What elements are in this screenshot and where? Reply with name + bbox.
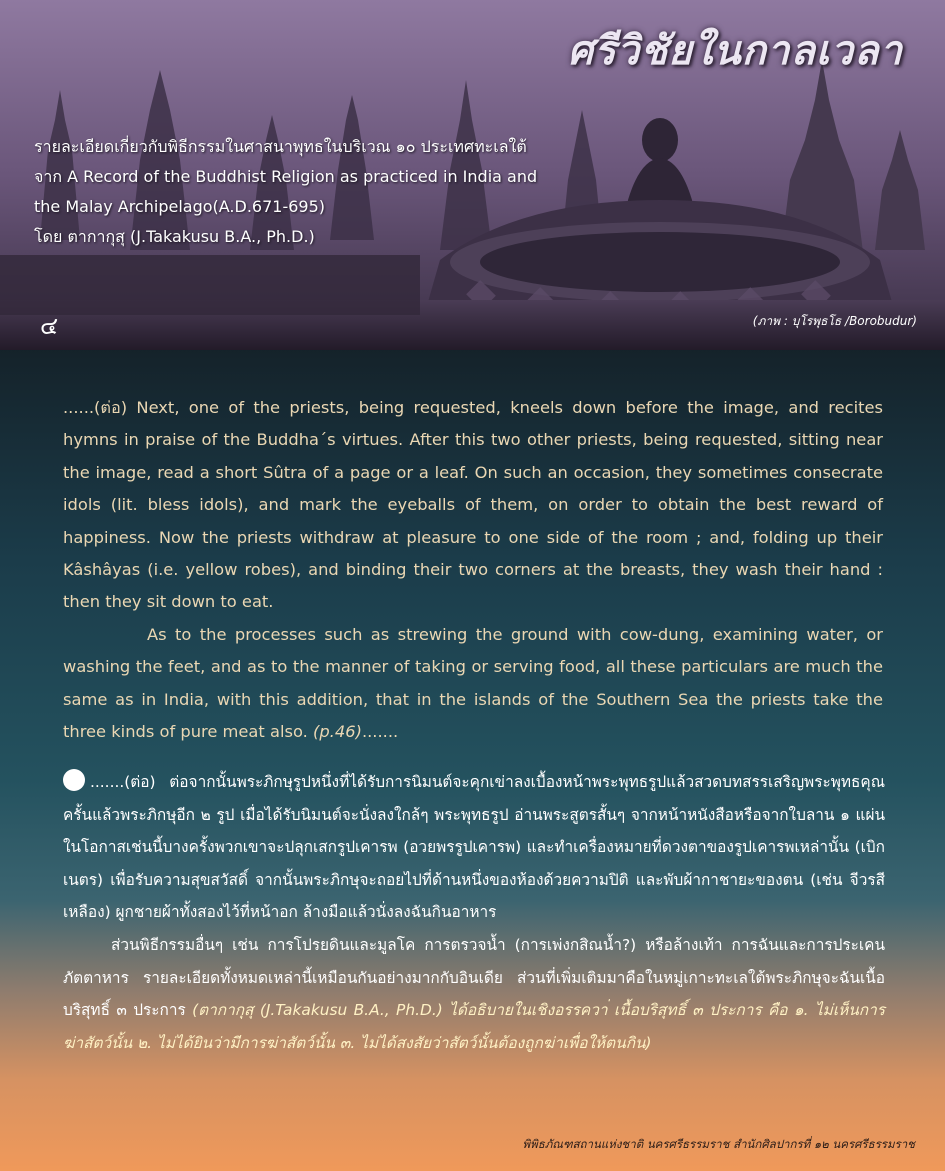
bullet-icon: [63, 769, 85, 791]
page-number: ๔: [40, 312, 59, 340]
english-paragraph-1: ......(ต่อ) Next, one of the priests, being requested, kneels down before the image, and recites hymns in praise of the Buddha´s virtues. After this two other priests, being requested, sitting near the image, read a short Sûtra of a page or a leaf. On such an occasion, they sometimes consecrate idols (lit. bless idols), and mark the eyeballs of them, on order to obtain the best reward of happiness. Now the priests withdraw at pleasure to one side of the room ; and, folding up their Kâshâyas (i.e. yellow robes), and binding their two corners at the breasts, they wash their hand : then they sit down to eat.: [63, 398, 883, 612]
thai-footnote: (ตากากุสุ (J.Takakusu B.A., Ph.D.) ได้อธิบายในเชิงอรรควา่ เนื้อบริสุทธิ์ ๓ ประการ คือ ๑. ไม่เห็นการฆ่าสัตว์นั้น ๒. ไม่ได้ยินว่ามีการฆ่าสัตว์นั้น ๓. ไม่ได้สงสัยว่าสัตว์นั้นต้องถูกฆ่าเพื่อให้ตนกิน): [63, 1001, 885, 1052]
thai-paragraph-2: [63, 929, 885, 1059]
intro-line: จาก A Record of the Buddhist Religion as practiced in India and: [34, 167, 538, 186]
page-title: ศรีวิชัยในกาลเวลา: [567, 27, 903, 74]
english-text: [63, 392, 883, 748]
thai-paragraph-2-main: ส่วนพิธีกรรมอื่นๆ เช่น การโปรยดินและมูลโค การตรวจน้ำ (การเพ่งกสิณน้ำ?) หรือล้างเท้า การฉันและการประเคนภัตตาหาร รายละเอียดทั้งหมดเหล่านี้เหมือนกันอย่างมากกับอินเดีย ส่วนที่เพิ่มเติมมาคือในหมู่เกาะทะเลใต้พระภิกษุจะฉันเนื้อบริสุทธิ์ ๓ ประการ: [63, 935, 885, 1020]
footer-credit: พิพิธภัณฑสถานแห่งชาติ นครศรีธรรมราช สำนักศิลปากรที่ ๑๒ นครศรีธรรมราช: [522, 1137, 915, 1151]
intro-line: โดย ตากากุสุ (J.Takakusu B.A., Ph.D.): [34, 227, 315, 246]
ellipsis: .......: [361, 722, 399, 742]
photo-caption: (ภาพ : บุโรพุธโธ /Borobudur): [752, 314, 917, 328]
header-photo: [0, 0, 945, 350]
page-reference: (p.46): [313, 722, 362, 742]
thai-paragraph-1-text: .......(ต่อ) ต่อจากนั้นพระภิกษุรูปหนึ่งที่ได้รับการนิมนต์จะคุกเข่าลงเบื้องหน้าพระพุทธรูปแล้วสวดบทสรรเสริญพระพุทธคุณ ครั้นแล้วพระภิกษุอีก ๒ รูป เมื่อได้รับนิมนต์จะนั่งลงใกล้ๆ พระพุทธรูป อ่านพระสูตรสั้นๆ จากหน้าหนังสือหรือจากใบลาน ๑ แผ่น ในโอกาสเช่นนี้บางครั้งพวกเขาจะปลุกเสกรูปเคารพ (อวยพรรูปเคารพ) และทำเครื่องหมายที่ดวงตาของรูปเคารพเหล่านั้น (เบิกเนตร) เพื่อรับความสุขสวัสดิ์ จากนั้นพระภิกษุจะถอยไปที่ด้านหนึ่งของห้องด้วยความปิติ และพับผ้ากาชายะของตน (เช่น จีวรสีเหลือง) ผูกชายผ้าทั้งสองไว้ที่หน้าอก ล้างมือแล้วนั่งลงฉันกินอาหาร: [63, 773, 885, 922]
intro-block: [34, 132, 614, 252]
english-paragraph-2-main: As to the processes such as strewing the ground with cow-dung, examining water, or washing the feet, and as to the manner of taking or serving food, all these particulars are much the same as in India, with this addition, that in the islands of the Southern Sea the priests take the three kinds of pure meat also.: [63, 624, 883, 742]
intro-line: รายละเอียดเกี่ยวกับพิธีกรรมในศาสนาพุทธในบริเวณ ๑๐ ประเทศทะเลใต้: [34, 137, 527, 156]
thai-paragraph-1: [63, 766, 885, 929]
english-paragraph-2: [63, 619, 883, 749]
thai-text: [63, 766, 885, 1059]
intro-line: the Malay Archipelago(A.D.671-695): [34, 197, 325, 216]
